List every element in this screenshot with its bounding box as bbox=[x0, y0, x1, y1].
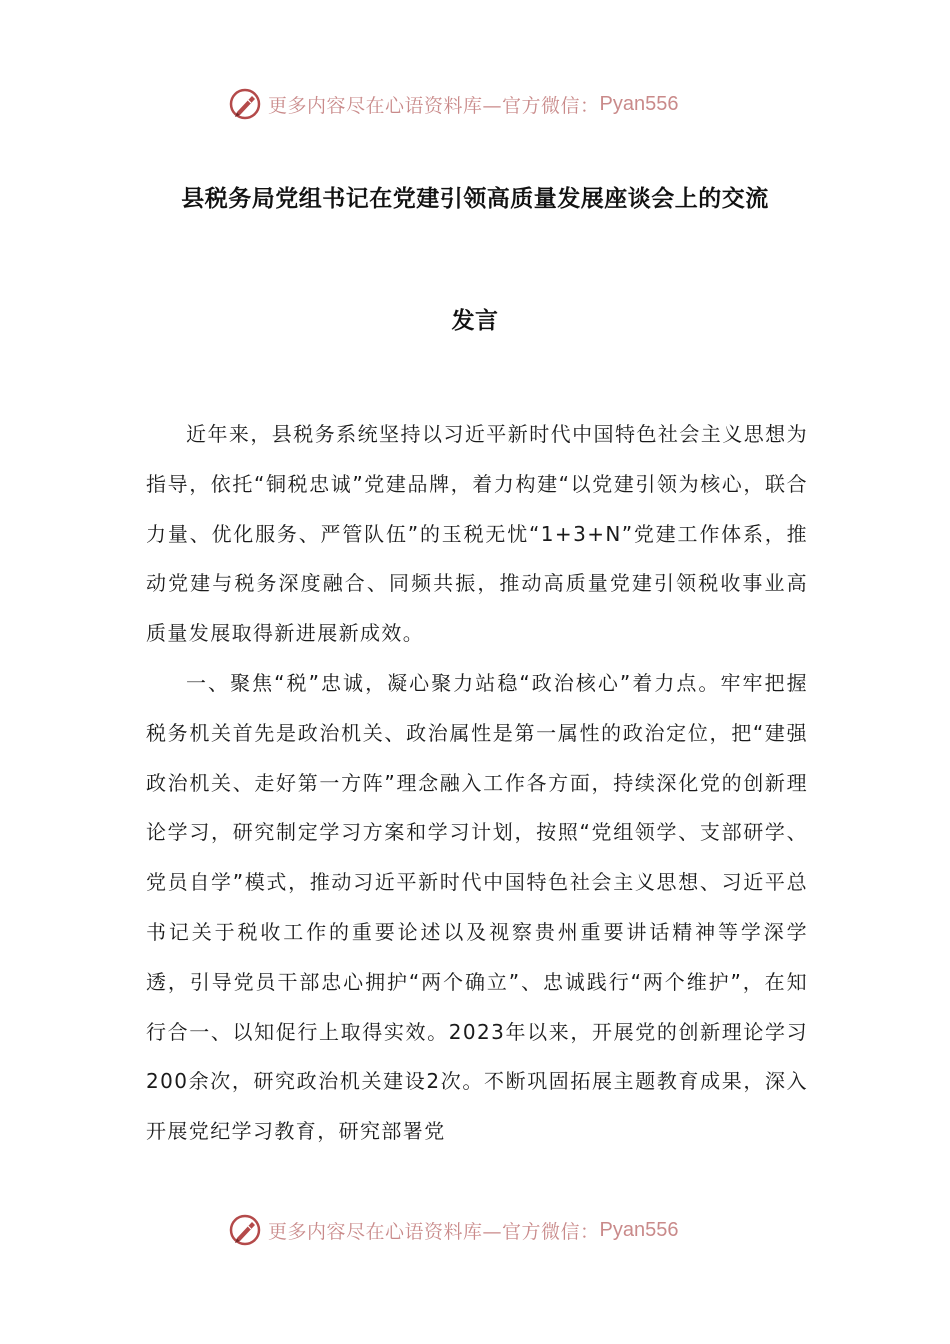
watermark-wechat-id: Pyan556 bbox=[599, 1218, 679, 1241]
document-title-line-2: 发言 bbox=[451, 308, 499, 334]
watermark-footer bbox=[228, 1208, 678, 1252]
watermark-text: 更多内容尽在心语资料库—官方微信： bbox=[268, 1220, 600, 1243]
pen-logo-icon bbox=[228, 1213, 262, 1247]
paragraph-section-1: 一、聚焦“税”忠诚，凝心聚力站稳“政治核心”着力点。牢牢把握税务机关首先是政治机关、政治属性是第一属性的政治定位，把“建强政治机关、走好第一方阵”理念融入工作各方面，持续深化党的创新理论学习，研究制定学习方案和学习计划，按照“党组领学、支部研学、党员自学”模式，推动习近平新时代中国特色社会主义思想、习近平总书记关于税收工作的重要论述以及视察贵州重要讲话精神等学深学透，引导党员干部忠心拥护“两个确立”、忠诚践行“两个维护”，在知行合一、以知促行上取得实效。2023年以来，开展党的创新理论学习200余次，研究政治机关建设2次。不断巩固拓展主题教育成果，深入开展党纪学习教育，研究部署党 bbox=[146, 670, 808, 1144]
pen-logo-icon bbox=[228, 87, 262, 121]
paragraph-intro: 近年来，县税务系统坚持以习近平新时代中国特色社会主义思想为指导，依托“铜税忠诚”党建品牌，着力构建“以党建引领为核心，联合力量、优化服务、严管队伍”的玉税无忧“1+3+N”党建工作体系，推动党建与税务深度融合、同频共振，推动高质量党建引领税收事业高质量发展取得新进展新成效。 bbox=[146, 422, 808, 646]
watermark-text: 更多内容尽在心语资料库—官方微信： bbox=[268, 94, 600, 117]
document-body bbox=[146, 410, 808, 1157]
watermark-wechat-id: Pyan556 bbox=[599, 92, 679, 115]
watermark-header bbox=[228, 82, 678, 126]
document-title-line-1: 县税务局党组书记在党建引领高质量发展座谈会上的交流 bbox=[181, 186, 769, 212]
